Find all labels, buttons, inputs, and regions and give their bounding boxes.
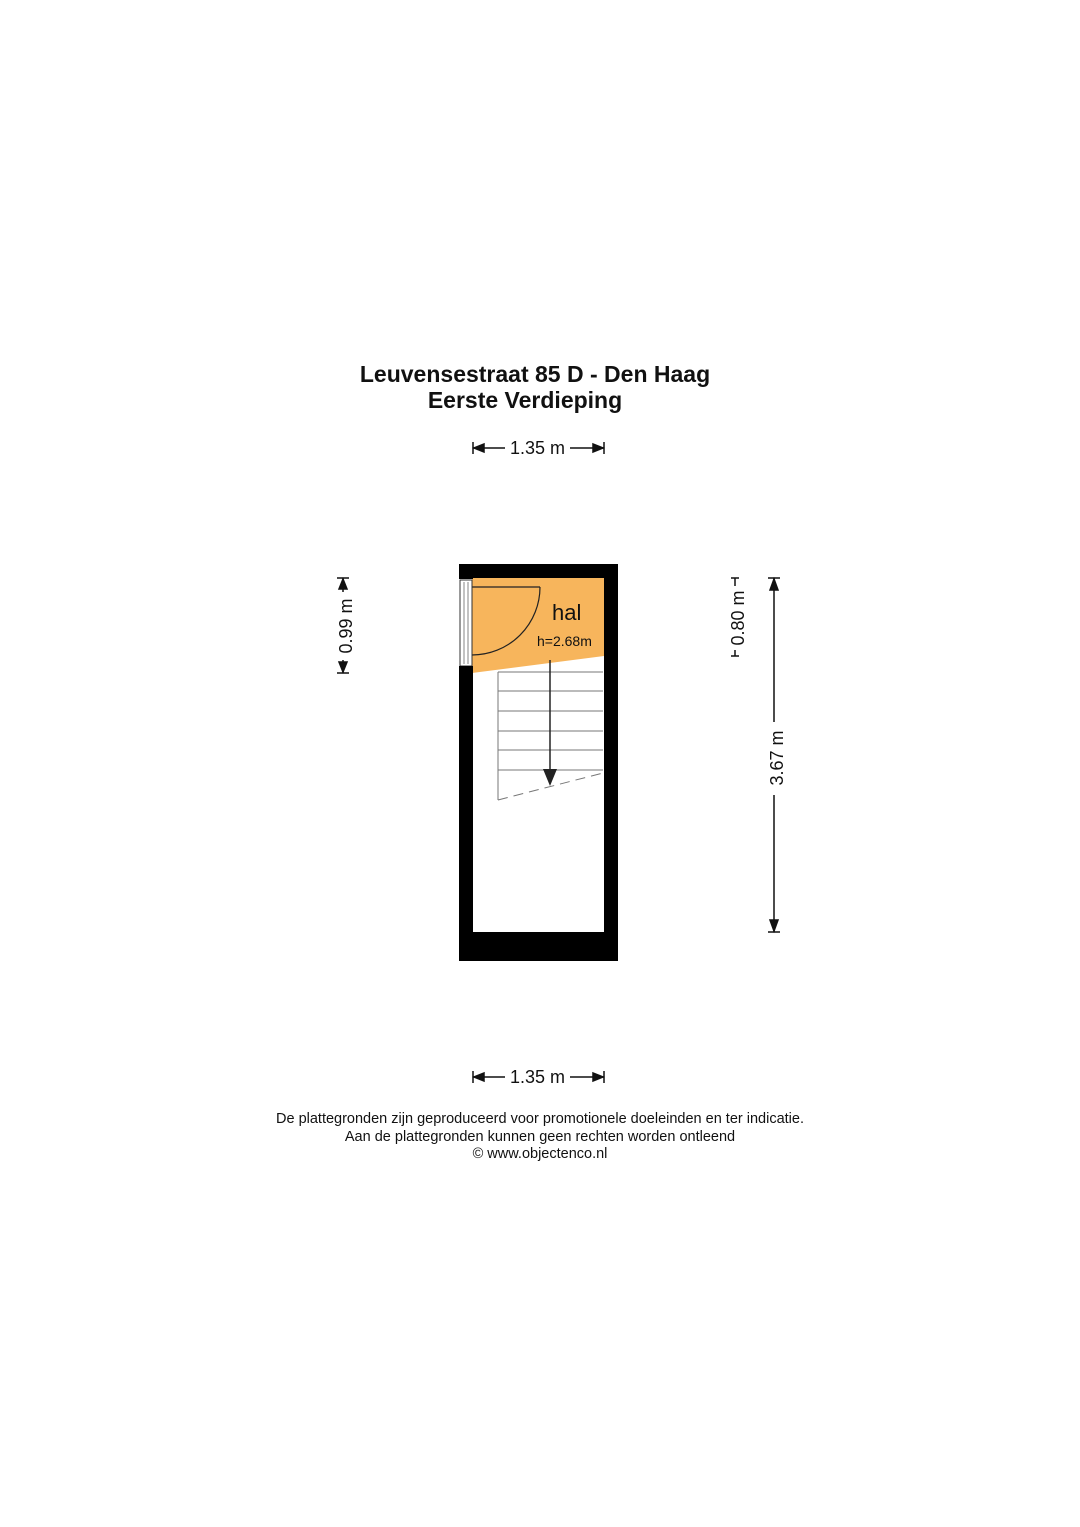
stair-direction-arrow — [543, 660, 557, 786]
floor-name: Eerste Verdieping — [427, 387, 623, 413]
disclaimer-line-1: De plattegronden zijn geproduceerd voor promotionele doeleinden en ter indicatie. — [276, 1111, 804, 1127]
left-height-label: 0.99 m — [336, 594, 356, 658]
room-hal-fill — [472, 578, 604, 673]
copyright-line: © www.objectenco.nl — [472, 1146, 608, 1162]
disclaimer-line-2: Aan de plattegronden kunnen geen rechten worden ontleend — [344, 1129, 736, 1145]
top-width-label: 1.35 m — [507, 438, 568, 458]
bottom-width-label: 1.35 m — [507, 1067, 568, 1087]
room-name-hal: hal — [552, 600, 582, 625]
room-height-hal: h=2.68m — [537, 633, 592, 649]
floorplan-title: Leuvensestraat 85 D - Den Haag — [359, 361, 711, 387]
right-total-height-label: 3.67 m — [767, 726, 787, 790]
window-left — [460, 580, 472, 666]
right-small-height-label: 0.80 m — [728, 586, 748, 650]
